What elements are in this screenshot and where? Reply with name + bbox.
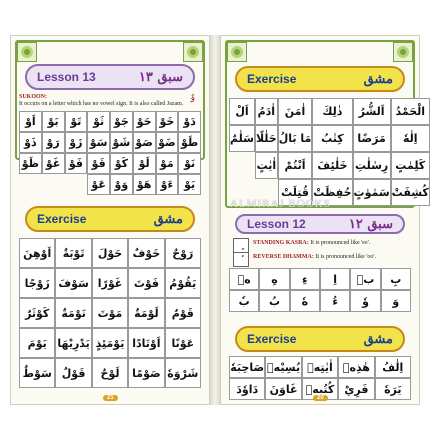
grid-cell: كُشِفَتْ — [391, 179, 430, 206]
grid-cell: اٰدَمُ — [255, 98, 278, 125]
grid-cell: دَوْ — [178, 111, 201, 132]
grid-cell: يَدْرِيْهَا — [55, 328, 91, 358]
grid-cell: صَوْ — [133, 132, 156, 153]
grid-cell: رِسٰلٰتِ — [353, 152, 391, 179]
grid-cell: اٰيٰتِهٖ — [302, 356, 338, 378]
grid-cell: قَوْمٌ — [165, 298, 201, 328]
grid-cell: شَوْ — [110, 132, 133, 153]
grid-cell: اَوْهِنَ — [19, 238, 55, 268]
page-number-left: 21 — [103, 395, 118, 401]
grid-cell: بُ — [259, 290, 289, 312]
grid-cell: خَلٰئِفَ — [312, 152, 352, 179]
grid-cell: فَرِيْ — [338, 378, 374, 400]
grid-cell: بٗ — [229, 290, 259, 312]
book-spine — [210, 35, 220, 405]
watermark: ALMIRAJ BOOKS — [230, 198, 331, 210]
grid-cell: زَوْجًا — [19, 268, 55, 298]
grid-cell: وَ — [381, 290, 411, 312]
grid-cell: الْحَمْدُ — [391, 98, 430, 125]
exercise-header — [25, 206, 195, 232]
ornament-icon — [183, 42, 203, 62]
lesson-title: Lesson 12 — [247, 217, 306, 231]
grid-cell: اَنْتُمْ — [278, 152, 313, 179]
rule-example: وْ — [190, 92, 195, 102]
grid-cell: يَوْ — [178, 174, 201, 195]
grid-cell: اِلٰفُ — [375, 356, 411, 378]
grid-cell — [42, 174, 65, 195]
grid-cell: خَوْ — [156, 111, 179, 132]
lesson-12-header — [235, 214, 405, 234]
rule1-text: It is pronounced like 'ee'. — [310, 240, 371, 246]
grid-cell: طَوْ — [178, 132, 201, 153]
grid-cell: فَوْتَ — [128, 268, 164, 298]
grid-cell: عَوْ — [87, 174, 110, 195]
grid-cell: رَوْ — [42, 132, 65, 153]
grid-cell: لَوْ — [133, 153, 156, 174]
grid-cell: سَلٰمٌ — [229, 125, 255, 152]
grid-cell: حُفِظَتْ — [312, 179, 352, 206]
grid-cell: يُسِيْهٖ — [265, 356, 301, 378]
rule-text: It occurs on a letter which has no vowel sign. It is also called Jazam. — [19, 101, 184, 107]
grid-cell: عَوْنًا — [165, 328, 201, 358]
grid-cell: ثَوْ — [87, 111, 110, 132]
grid-cell: نَوْ — [178, 153, 201, 174]
grid-cell: شَرْوَهٗ — [165, 358, 201, 388]
grid-cell: ءَوْ — [156, 174, 179, 195]
grid-cell: مَا بَالُ — [278, 125, 313, 152]
grid-cell: هٗ — [290, 290, 320, 312]
grid-cell: اَلْ — [229, 98, 255, 125]
grid-cell: ءِ — [290, 268, 320, 290]
grid-cell: اَوْ — [19, 111, 42, 132]
grid-cell: كَوْ — [110, 153, 133, 174]
grid-cell: يَرَهٗ — [375, 378, 411, 400]
grid-cell: هٖ — [229, 268, 259, 290]
grid-cell: هَوْ — [133, 174, 156, 195]
grid-cell — [229, 152, 255, 179]
exercise-title-arabic: مشق — [153, 211, 183, 227]
grid-cell: غَوْ — [42, 153, 65, 174]
lesson-13-grid — [19, 111, 201, 195]
exercise2-header — [235, 326, 405, 352]
grid-cell: ظَوْ — [19, 153, 42, 174]
left-page — [10, 35, 210, 405]
grid-cell — [19, 174, 42, 195]
grid-cell: كُتُبِهٖ — [302, 378, 338, 400]
reverse-dhamma-mark — [233, 252, 249, 267]
grid-cell: حَوْ — [133, 111, 156, 132]
grid-cell: غَوْرًا — [92, 268, 128, 298]
lesson-title-arabic: سبق ١٢ — [348, 216, 393, 232]
grid-cell: نَوْمَةٌ — [55, 298, 91, 328]
ornament-icon — [227, 42, 247, 62]
lesson-12-grid — [229, 268, 411, 312]
grid-cell — [65, 174, 88, 195]
grid-cell: حَلٰلًا — [255, 125, 278, 152]
ornament-icon — [17, 42, 37, 62]
grid-cell: سَوْ — [87, 132, 110, 153]
grid-cell: ذَوْ — [19, 132, 42, 153]
grid-cell: زَوْ — [65, 132, 88, 153]
grid-cell: بِ — [381, 268, 411, 290]
grid-cell: تَوْبَةٌ — [55, 238, 91, 268]
right-page — [220, 35, 429, 405]
exercise-title: Exercise — [37, 212, 87, 226]
grid-cell: حَوْلَ — [92, 238, 128, 268]
grid-cell: بَوْ — [42, 111, 65, 132]
exercise2-grid — [229, 356, 411, 400]
exercise-title: Exercise — [247, 72, 297, 86]
grid-cell: قَوْ — [87, 153, 110, 174]
grid-cell: مَرَضًا — [353, 125, 391, 152]
grid-cell: هٰذِهٖ — [338, 356, 374, 378]
grid-cell: اٰيٰتٍ — [255, 152, 278, 179]
exercise2-title: Exercise — [247, 332, 297, 346]
grid-cell: وَوْ — [110, 174, 133, 195]
grid-cell: ضَوْ — [156, 132, 179, 153]
standing-kasra-rule — [253, 240, 411, 247]
grid-cell: قَوْلٌ — [55, 358, 91, 388]
grid-cell: هِ — [259, 268, 289, 290]
grid-cell: ذٰلِكَ — [312, 98, 352, 125]
rule2-label: REVERSE DHAMMA: — [253, 254, 314, 260]
grid-cell: اِ — [320, 268, 350, 290]
grid-cell: تَوْ — [65, 111, 88, 132]
grid-cell: يَوْمَ — [19, 328, 55, 358]
lesson-title: Lesson 13 — [37, 70, 96, 84]
grid-cell: مَوْتَ — [92, 298, 128, 328]
grid-cell: قُتِلَتْ — [278, 179, 313, 206]
grid-cell: كَوْثَرٌ — [19, 298, 55, 328]
grid-cell: سَوْطٌ — [19, 358, 55, 388]
exercise-grid-left — [19, 238, 201, 388]
reverse-dhamma-rule — [253, 254, 411, 261]
grid-cell: لَوْمَةٌ — [128, 298, 164, 328]
grid-cell: بٖ — [350, 268, 380, 290]
exercise-grid-right — [229, 98, 429, 206]
grid-cell: لَوْحٌ — [92, 358, 128, 388]
exercise2-title-arabic: مشق — [363, 331, 393, 347]
rule-label: SUKOON: — [19, 94, 48, 100]
grid-cell: صَاحِبَهٗ — [229, 356, 265, 378]
grid-cell: رَوْحٌ — [165, 238, 201, 268]
grid-cell: وٗ — [350, 290, 380, 312]
exercise-title-arabic: مشق — [363, 71, 393, 87]
lesson-title-arabic: سبق ١٣ — [138, 69, 183, 85]
grid-cell: سَوْفَ — [55, 268, 91, 298]
grid-cell: يَقُوْمُ — [165, 268, 201, 298]
sukoon-rule — [19, 94, 201, 108]
grid-cell: يَوْمَئِذٍ — [92, 328, 128, 358]
grid-cell: دَاوٗدَ — [229, 378, 265, 400]
standing-kasra-mark — [233, 238, 249, 253]
grid-cell: كِتٰبُ — [312, 125, 352, 152]
grid-cell: غَاوَنَ — [265, 378, 301, 400]
rule2-text: It is pronounced like 'oo'. — [315, 254, 376, 260]
grid-cell: صَوْمًا — [128, 358, 164, 388]
rule1-label: STANDING KASRA: — [253, 240, 309, 246]
grid-cell: ءُ — [320, 290, 350, 312]
grid-cell: سَمٰوٰتٍ — [353, 179, 391, 206]
exercise-header — [235, 66, 405, 92]
page-number-right: 20 — [313, 395, 328, 401]
grid-cell: اَلشُّرُ — [353, 98, 391, 125]
ornament-icon — [393, 42, 413, 62]
grid-cell: خَوْفٌ — [128, 238, 164, 268]
lesson-13-header — [25, 64, 195, 90]
grid-cell: كَلِمٰتٍ — [391, 152, 430, 179]
grid-cell: جَوْ — [110, 111, 133, 132]
grid-cell: مَوْ — [156, 153, 179, 174]
grid-cell: اٰمَنَ — [278, 98, 313, 125]
grid-cell: فَوْ — [65, 153, 88, 174]
grid-cell: اَوْتَادًا — [128, 328, 164, 358]
grid-cell: اِلٰهٗ — [391, 125, 430, 152]
